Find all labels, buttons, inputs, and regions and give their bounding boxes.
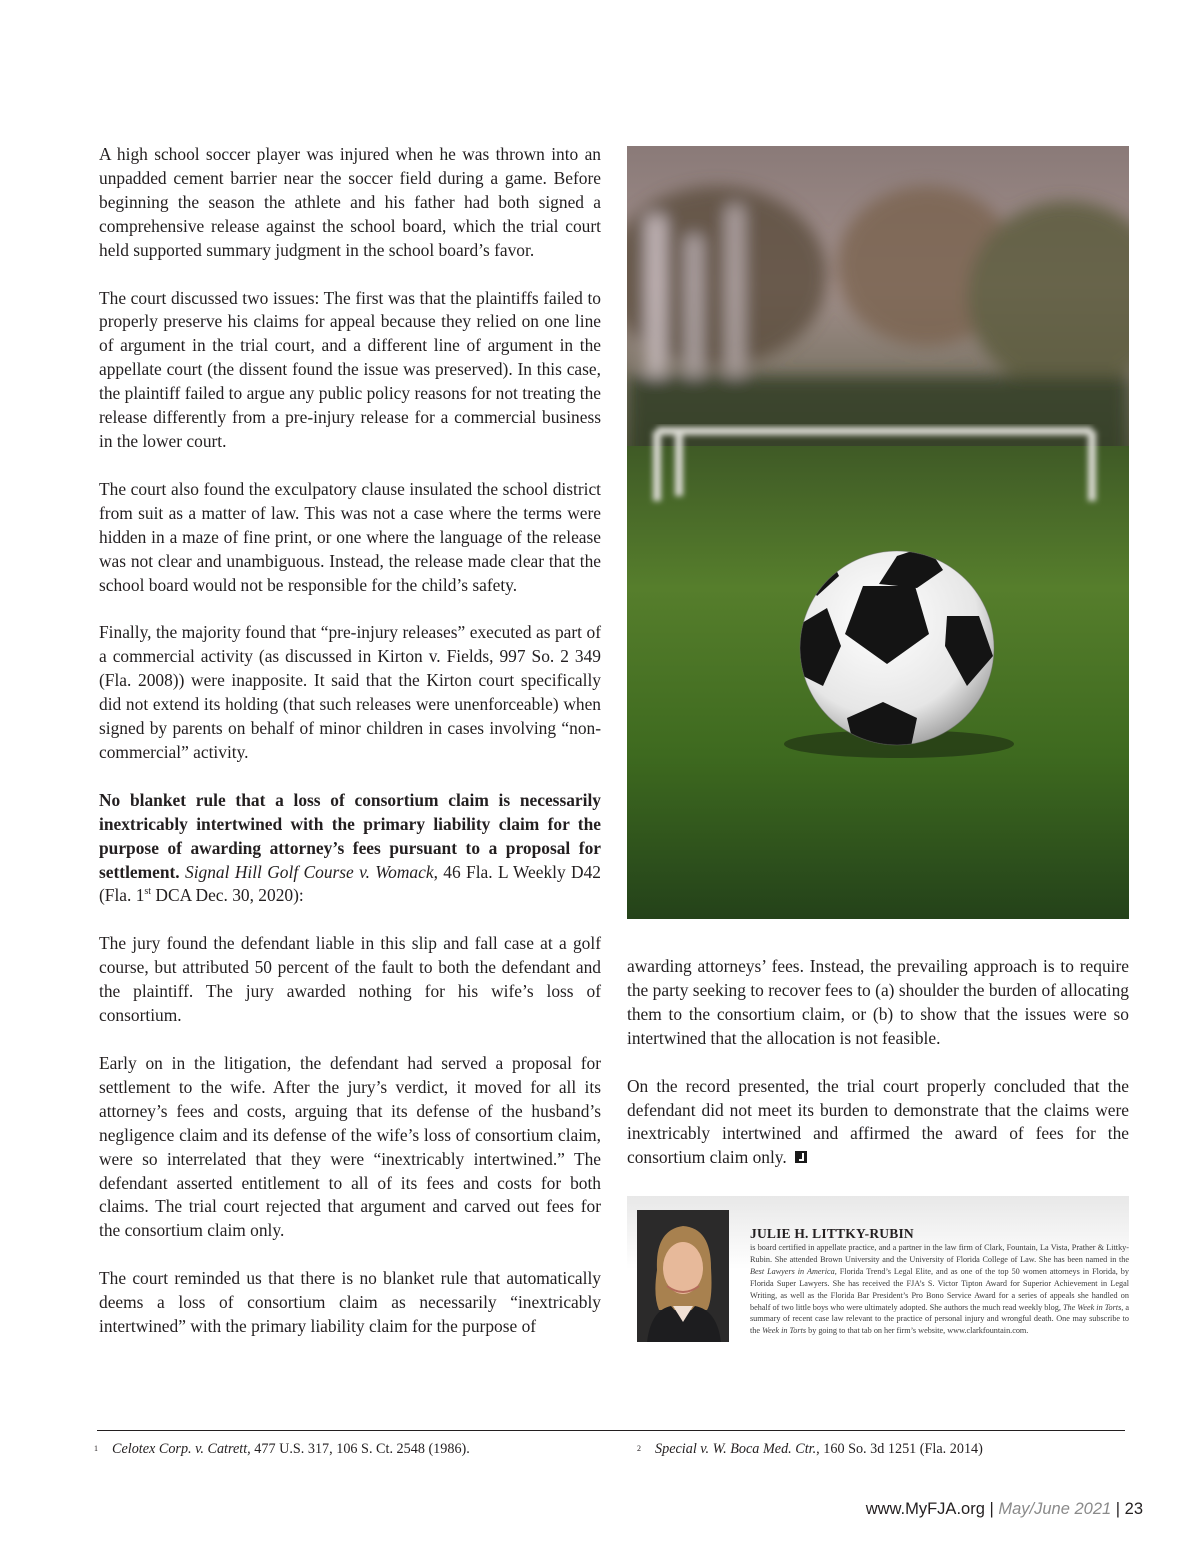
separator: | <box>984 1500 999 1518</box>
paragraph: A high school soccer player was injured when he was thrown into an unpadded cement barrier near the soccer field during a game. Before beginning the season the athlete and his father had both signed a comprehensive release against the school board, which the trial court held supported summary judgment in the school board’s favor. <box>99 144 601 260</box>
citation-part: DCA Dec. 30, 2020): <box>151 885 304 906</box>
footnote-citation: , 477 U.S. 317, 106 S. Ct. 2548 (1986). <box>247 1441 470 1457</box>
case-heading-summary: No blanket rule that a loss of consortium claim is necessarily inextricably intertwined with the primary liability claim for the purpose of awarding attorney’s fees pursuant to a proposal for settlement. <box>99 789 601 882</box>
bio-part: by going to that tab on her firm’s website, www.clarkfountain.com. <box>806 1326 1029 1336</box>
bio-part: , Florida Trend’s Legal Elite, and as one of the top 50 women attorneys in Florida, by Florida Super Lawyers. She has received the FJA’s S. Victor Tipton Award for Superior Achievement in Legal Writing, as well as the Florida Bar President’s Pro Bono Service Award for a series of appeals she handled on behalf of two little boys who were ultimately adopted. She authors the much read weekly blog, <box>750 1266 1129 1312</box>
footnote-number: 1 <box>94 1444 98 1453</box>
issue-date: May/June 2021 <box>998 1500 1112 1518</box>
bio-emphasis: Best Lawyers in America <box>750 1266 835 1276</box>
author-bio-box <box>627 1196 1129 1380</box>
separator: | <box>1111 1500 1125 1518</box>
footnote <box>94 1440 470 1458</box>
page-footer <box>866 1500 1143 1519</box>
author-photo <box>637 1210 729 1342</box>
footnote-case: Celotex Corp. v. Catrett <box>112 1441 248 1457</box>
footnote-divider <box>97 1430 1125 1431</box>
footnote-case: Special v. W. Boca Med. Ctr. <box>655 1441 817 1457</box>
bio-part: is board certified in appellate practice, and a partner in the law firm of Clark, Fountain, La Vista, Prather & Littky-Rubin. She attended Brown University and the University of Florida College of Law. She has been named in the <box>750 1243 1129 1264</box>
footnote <box>637 1440 983 1458</box>
ordinal-suffix: st <box>144 886 152 898</box>
footnote-number: 2 <box>637 1444 641 1453</box>
author-name: JULIE H. LITTKY-RUBIN <box>750 1226 914 1241</box>
citation-part: , 46 Fla. L Weekly D42 (Fla. 1 <box>99 861 601 906</box>
bio-emphasis: The Week in Torts <box>1062 1302 1122 1312</box>
paragraph-text: On the record presented, the trial court properly concluded that the defendant did not meet its burden to demonstrate that the claims were inextricably intertwined and affirmed the award of fees for the consortium claim only. <box>627 1075 1129 1168</box>
case-name: Signal Hill Golf Course v. Womack <box>185 861 434 882</box>
bio-emphasis: Week in Torts <box>762 1326 807 1336</box>
right-column <box>627 955 1129 1170</box>
author-bio-text <box>750 1242 1129 1337</box>
page-number: 23 <box>1124 1500 1143 1518</box>
paragraph: Early on in the litigation, the defendant had served a proposal for settlement to the wife. After the jury’s verdict, it moved for all its attorney’s fees and costs, arguing that its defense of the husband’s negligence claim and its defense of the wife’s loss of consortium claim, were so interrelated that they were “inextricably intertwined.” The defendant asserted entitlement to all of its fees and costs for both claims. The trial court rejected that argument and carved out fees for the consortium claim only. <box>99 1053 601 1241</box>
paragraph: The jury found the defendant liable in this slip and fall case at a golf course, but attributed 50 percent of the fault to both the defendant and the plaintiff. The jury awarded nothing for his wife’s loss of consortium. <box>99 933 601 1026</box>
site-url[interactable]: www.MyFJA.org <box>865 1500 985 1518</box>
soccer-ball-photo <box>627 146 1129 919</box>
paragraph: awarding attorneys’ fees. Instead, the prevailing approach is to require the party seeking to recover fees to (a) shoulder the burden of allocating them to the consortium claim, or (b) to show that the issues were so intertwined that the allocation is not feasible. <box>627 956 1129 1048</box>
paragraph-final <box>627 1075 1129 1171</box>
paragraph: The court also found the exculpatory clause insulated the school district from suit as a matter of law. This was not a case where the terms were hidden in a maze of fine print, or one where the language of the release was not clear and unambiguous. Instead, the release made clear that the school board would not be responsible for the child’s safety. <box>99 478 601 595</box>
paragraph: The court discussed two issues: The first was that the plaintiffs failed to properly preserve his claims for appeal because they relied on one line of argument in the trial court, and a different line of argument in the appellate court (the dissent found the issue was preserved). In this case, the plaintiff failed to argue any public policy reasons for not treating the release differently from a pre-injury release for a commercial business in the lower court. <box>99 287 601 451</box>
footnote-citation: , 160 So. 3d 1251 (Fla. 2014) <box>816 1441 983 1457</box>
case-heading <box>99 789 601 909</box>
paragraph: Finally, the majority found that “pre-injury releases” executed as part of a commercial activity (as discussed in Kirton v. Fields, 997 So. 2 349 (Fla. 2008)) were inapposite. It said that the Kirton court specifically did not extend its holding (that such releases were unenforceable) when signed by parents on behalf of minor children in cases involving “non-commercial” activity. <box>99 622 601 762</box>
bio-part: , a summary of recent case law relevant to the practice of personal injury and wrongful death. One may subscribe to the <box>750 1302 1129 1336</box>
fja-end-mark-icon <box>795 1151 807 1163</box>
paragraph: The court reminded us that there is no blanket rule that automatically deems a loss of consortium claim as necessarily “inextricably intertwined” with the primary liability claim for the purpose of <box>99 1268 601 1337</box>
left-column <box>99 143 601 1339</box>
